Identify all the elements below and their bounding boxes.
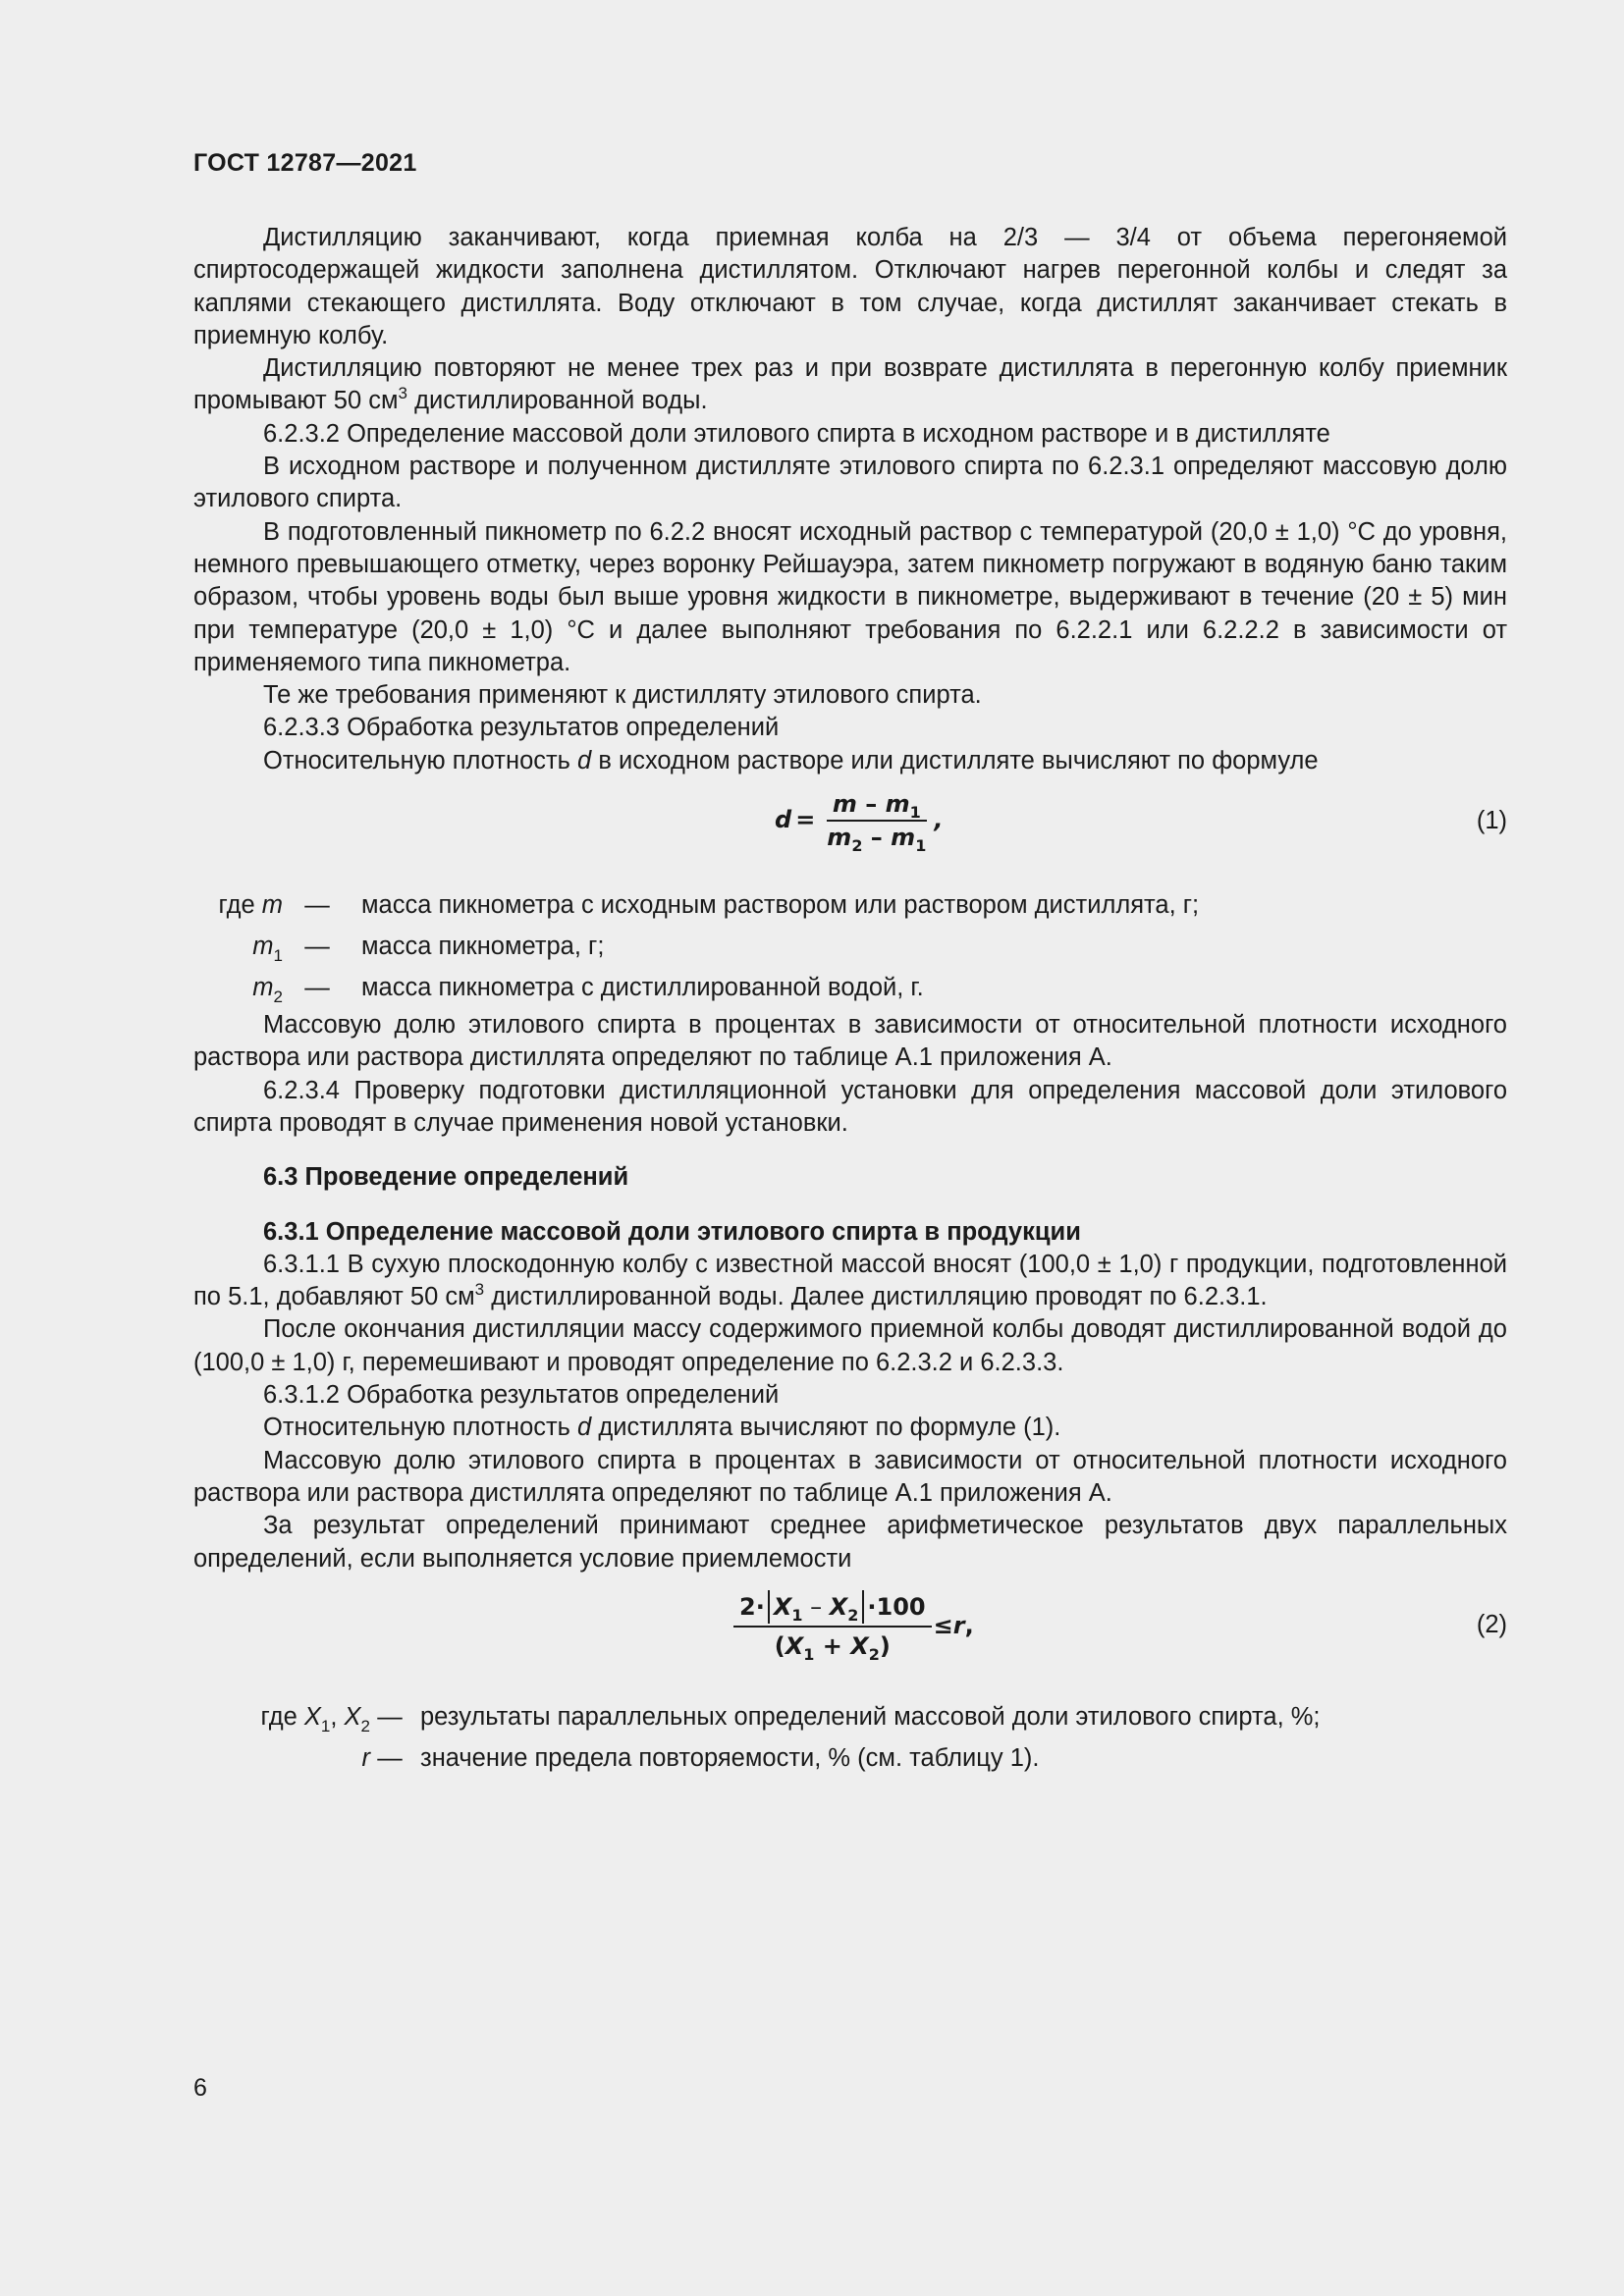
paragraph: Массовую долю этилового спирта в процентах в зависимости от относительной плотности исходного раствора или раствора дистиллята определяют по таблице А.1 приложения А. bbox=[193, 1446, 1507, 1507]
paragraph: В подготовленный пикнометр по 6.2.2 вносят исходный раствор с температурой (20,0 ± 1,0) °С до уровня, немного превышающего отметку, через воронку Рейшауэра, затем пикнометр погружают в водяную баню таким образом, чтобы уровень воды был выше уровня жидкости в пикнометре, выдерживают в течение (20 ± 5) мин при температуре (20,0 ± 1,0) °С и далее выполняют требования по 6.2.2.1 или 6.2.2.2 в зависимости от применяемого типа пикнометра. bbox=[193, 517, 1507, 676]
definition-row: $m_1$ — масса пикнометра, г; bbox=[252, 933, 605, 966]
paragraph: В исходном растворе и полученном дистилляте этилового спирта по 6.2.3.1 определяют массовую долю этилового спирта. bbox=[193, 453, 1507, 513]
subsection-heading: 6.2.3.3 Обработка результатов определений bbox=[263, 714, 780, 742]
equation-number: (2) bbox=[1476, 1610, 1507, 1638]
formula-1-expression: d = $\frac{m - m_1}{m_2 - m_1}$ , bbox=[775, 790, 944, 856]
formula-1-definitions bbox=[193, 885, 1507, 1009]
definition-row: где $X_1$, $X_2$ — результаты параллельных определений массовой доли этилового спирта, %; bbox=[260, 1703, 1321, 1736]
document-code-header: ГОСТ 12787—2021 bbox=[193, 149, 417, 177]
paragraph: Те же требования применяют к дистилляту этилового спирта. bbox=[263, 681, 982, 710]
formula-2-expression: $\frac{2\cdot X_1 - X_2 \cdot 100}{(X_1 + X_2)}$ ≤ r , bbox=[731, 1585, 974, 1668]
definition-row: r — значение предела повторяемости, % (см. таблицу 1). bbox=[361, 1744, 1040, 1773]
formula-1-fraction: $\frac{m - m_1}{m_2 - m_1}$ bbox=[827, 790, 927, 856]
page-body bbox=[193, 222, 1507, 1780]
paragraph: Относительную плотность d в исходном растворе или дистилляте вычисляют по формуле bbox=[263, 746, 1319, 774]
definition-row: где m — масса пикнометра с исходным раствором или раствором дистиллята, г; bbox=[218, 891, 1200, 920]
paragraph: 6.3.1.1 В сухую плоскодонную колбу с известной массой вносят (100,0 ± 1,0) г продукции, подготовленной по 5.1, добавляют 50 $см^3$ дистиллированной воды. Далее дистилляцию проводят по 6.2.3.1. bbox=[193, 1250, 1507, 1311]
definition-row: $m_2$ — масса пикнометра с дистиллированной водой, г. bbox=[252, 974, 924, 1007]
paragraph: 6.2.3.4 Проверку подготовки дистилляционной установки для определения массовой доли этилового спирта проводят в случае применения новой установки. bbox=[193, 1076, 1507, 1137]
paragraph: Дистилляцию заканчивают, когда приемная колба на 2/3 — 3/4 от объема перегоняемой спиртосодержащей жидкости заполнена дистиллятом. Отключают нагрев перегонной колбы и следят за каплями стекающего дистиллята. Воду отключают в том случае, когда дистиллят заканчивает стекать в приемную колбу. bbox=[193, 224, 1507, 349]
subsection-heading: 6.3.1.2 Обработка результатов определений bbox=[263, 1381, 780, 1410]
paragraph: За результат определений принимают среднее арифметическое результатов двух параллельных определений, если выполняется условие приемлемости bbox=[193, 1512, 1507, 1573]
formula-1 bbox=[193, 777, 1507, 866]
subsection-heading: 6.3.1 Определение массовой доли этилового спирта в продукции bbox=[263, 1217, 1081, 1246]
paragraph: Дистилляцию повторяют не менее трех раз и при возврате дистиллята в перегонную колбу приемник промывают 50 $см^3$ дистиллированной воды. bbox=[193, 354, 1507, 415]
equation-number: (1) bbox=[1476, 807, 1507, 835]
subsection-heading: 6.2.3.2 Определение массовой доли этилового спирта в исходном растворе и в дистилляте bbox=[263, 419, 1330, 448]
paragraph: Массовую долю этилового спирта в процентах в зависимости от относительной плотности исходного раствора или раствора дистиллята определяют по таблице А.1 приложения А. bbox=[193, 1011, 1507, 1072]
paragraph: После окончания дистилляции массу содержимого приемной колбы доводят дистиллированной водой до (100,0 ± 1,0) г, перемешивают и проводят определение по 6.2.3.2 и 6.2.3.3. bbox=[193, 1315, 1507, 1376]
formula-2-fraction: $\frac{2\cdot X_1 - X_2 \cdot 100}{(X_1 + X_2)}$ bbox=[733, 1588, 932, 1665]
section-heading: 6.3 Проведение определений bbox=[263, 1163, 629, 1192]
formula-2 bbox=[193, 1575, 1507, 1678]
page-number: 6 bbox=[193, 2074, 207, 2102]
paragraph: Относительную плотность d дистиллята вычисляют по формуле (1). bbox=[263, 1414, 1061, 1442]
formula-2-definitions bbox=[193, 1697, 1507, 1780]
